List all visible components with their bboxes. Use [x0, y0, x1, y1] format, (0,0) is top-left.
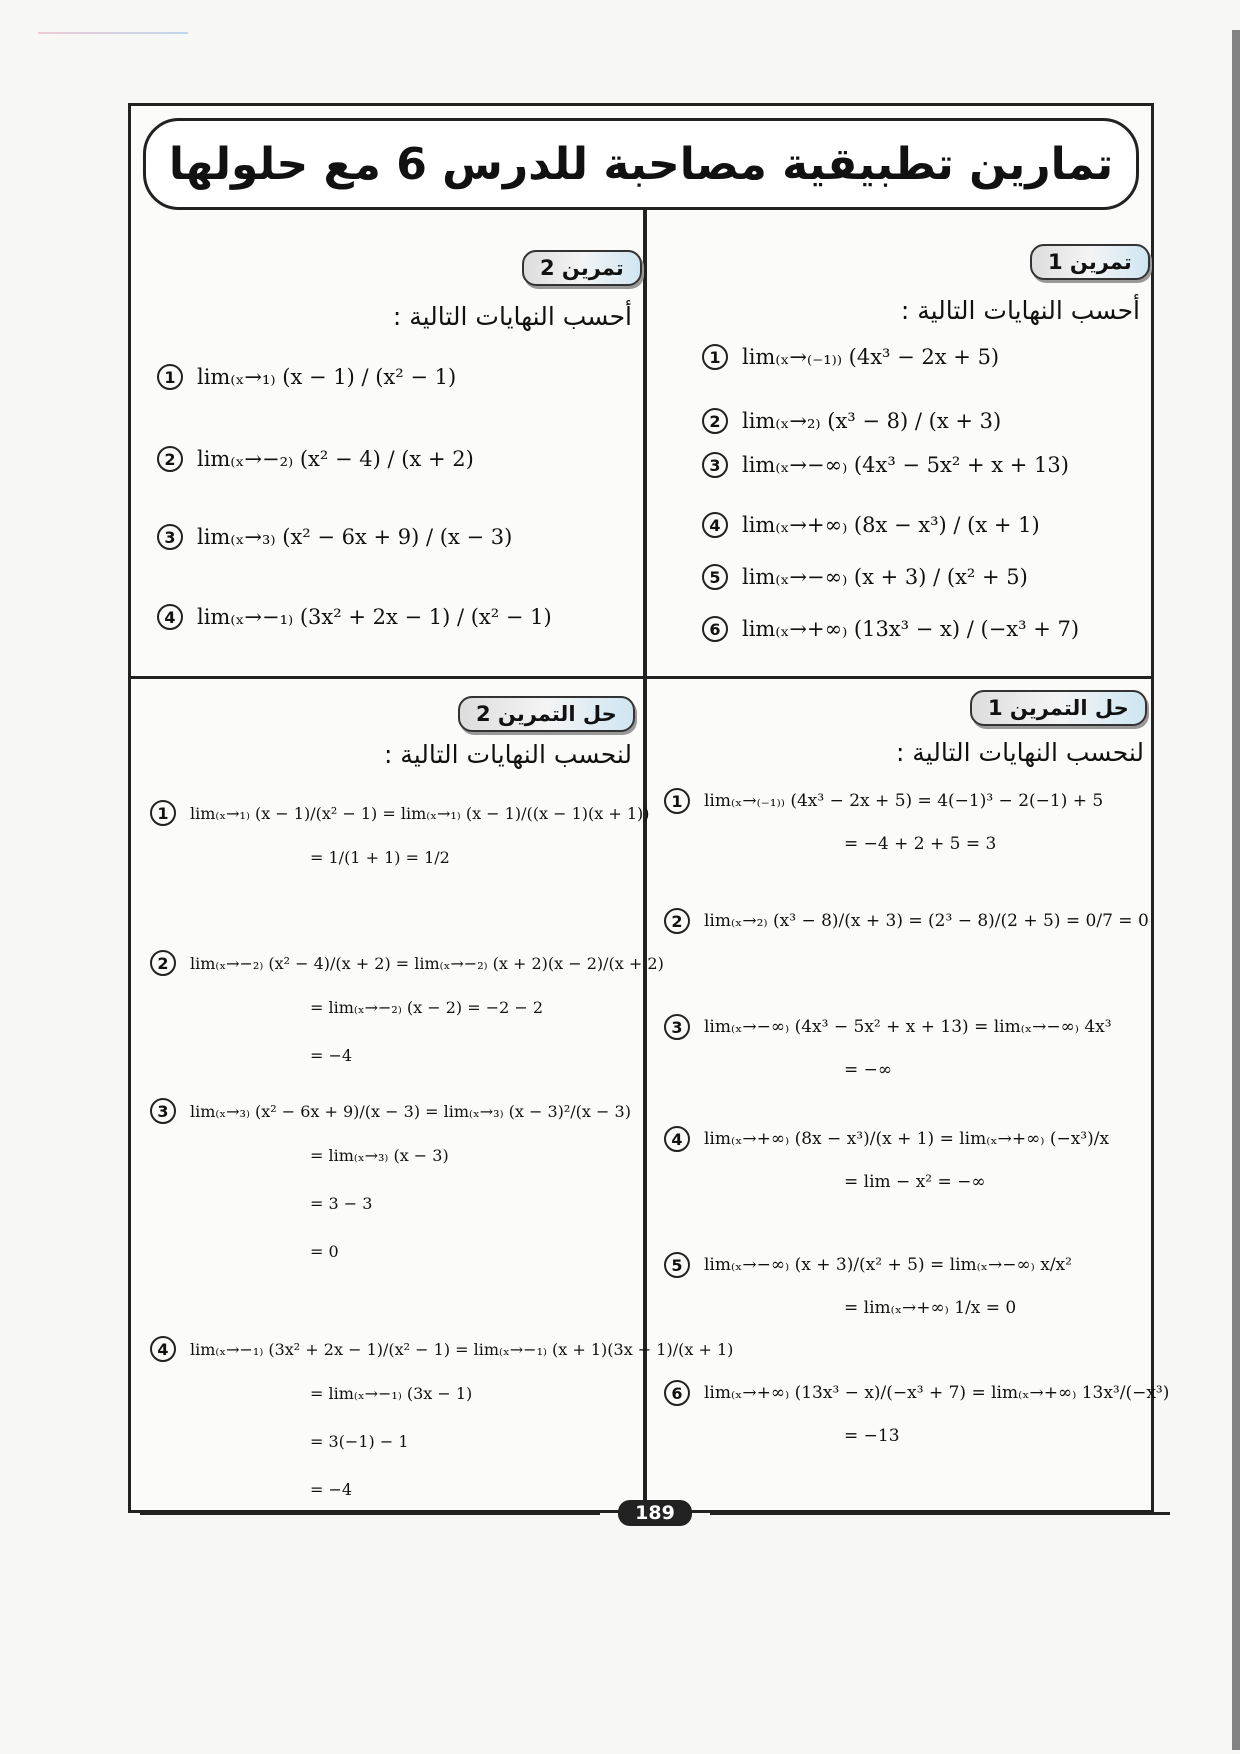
math-expression: lim₍ₓ→+∞₎ (13x³ − x)/(−x³ + 7) = lim₍ₓ→+∞₎ 13x³/(−x³)	[704, 1383, 1170, 1403]
exercise2-item	[157, 446, 474, 472]
item-number: 3	[664, 1014, 690, 1040]
item-number: 1	[664, 788, 690, 814]
footer-rule-right	[710, 1512, 1170, 1515]
solution1-line	[844, 1172, 986, 1192]
solution1-line	[844, 1060, 892, 1080]
solution2-line	[310, 1146, 449, 1165]
math-expression: = 3 − 3	[310, 1194, 373, 1213]
item-number: 1	[702, 344, 728, 370]
math-expression: lim₍ₓ→₁₎ (x − 1)/(x² − 1) = lim₍ₓ→₁₎ (x − 1)/((x − 1)(x + 1))	[190, 803, 650, 823]
solution1-instruction: لنحسب النهايات التالية :	[895, 738, 1144, 767]
math-expression: = −13	[844, 1426, 900, 1446]
page-number: 189	[618, 1500, 692, 1526]
solution1-line	[664, 1126, 1109, 1152]
solution1-badge: حل التمرين 1	[970, 690, 1147, 726]
math-expression: lim₍ₓ→₂₎ (x³ − 8)/(x + 3) = (2³ − 8)/(2 + 5) = 0/7 = 0	[704, 911, 1149, 931]
footer-rule-left	[140, 1512, 600, 1515]
solution2-line	[310, 1242, 339, 1261]
item-number: 2	[664, 908, 690, 934]
item-number: 3	[150, 1098, 176, 1124]
math-expression: lim₍ₓ→−₁₎ (3x² + 2x − 1) / (x² − 1)	[197, 605, 552, 629]
item-number: 2	[150, 950, 176, 976]
scan-artifact	[38, 32, 188, 34]
solution2-line	[150, 800, 650, 826]
solution2-line	[150, 950, 664, 976]
item-number: 5	[702, 564, 728, 590]
math-expression: = lim − x² = −∞	[844, 1172, 986, 1192]
solution2-line	[310, 998, 543, 1017]
math-expression: = −4 + 2 + 5 = 3	[844, 834, 997, 854]
solution2-line	[310, 1384, 472, 1403]
item-number: 4	[702, 512, 728, 538]
exercise1-instruction: أحسب النهايات التالية :	[900, 296, 1140, 325]
exercise1-item	[702, 344, 999, 370]
exercise1-item	[702, 452, 1069, 478]
math-expression: lim₍ₓ→−∞₎ (4x³ − 5x² + x + 13)	[742, 453, 1069, 477]
item-number: 2	[702, 408, 728, 434]
exercise2-item	[157, 604, 552, 630]
solution1-line	[664, 1252, 1072, 1278]
math-expression: = 0	[310, 1242, 339, 1261]
scan-edge	[1232, 30, 1240, 1750]
math-expression: lim₍ₓ→−₂₎ (x² − 4) / (x + 2)	[197, 447, 474, 471]
item-number: 6	[702, 616, 728, 642]
math-expression: lim₍ₓ→+∞₎ (13x³ − x) / (−x³ + 7)	[742, 617, 1080, 641]
math-expression: lim₍ₓ→₂₎ (x³ − 8) / (x + 3)	[742, 409, 1002, 433]
exercise2-badge: تمرين 2	[522, 250, 642, 286]
math-expression: = lim₍ₓ→₃₎ (x − 3)	[310, 1146, 449, 1165]
exercise1-item	[702, 564, 1028, 590]
math-expression: lim₍ₓ→₃₎ (x² − 6x + 9)/(x − 3) = lim₍ₓ→₃₎ (x − 3)²/(x − 3)	[190, 1101, 631, 1121]
solution2-line	[150, 1098, 631, 1124]
math-expression: = lim₍ₓ→−₁₎ (3x − 1)	[310, 1384, 473, 1403]
item-number: 6	[664, 1380, 690, 1406]
math-expression: = lim₍ₓ→+∞₎ 1/x = 0	[844, 1298, 1017, 1318]
solution2-instruction: لنحسب النهايات التالية :	[383, 740, 632, 769]
math-expression: = 1/(1 + 1) = 1/2	[310, 848, 450, 867]
solution2-line	[310, 1480, 352, 1499]
math-expression: lim₍ₓ→₃₎ (x² − 6x + 9) / (x − 3)	[197, 525, 513, 549]
solution2-badge: حل التمرين 2	[458, 696, 635, 732]
exercise1-item	[702, 616, 1079, 642]
exercise1-item	[702, 408, 1001, 434]
math-expression: lim₍ₓ→₁₎ (x − 1) / (x² − 1)	[197, 365, 457, 389]
math-expression: lim₍ₓ→₍₋₁₎₎ (4x³ − 2x + 5)	[742, 345, 1000, 369]
math-expression: lim₍ₓ→+∞₎ (8x − x³) / (x + 1)	[742, 513, 1040, 537]
item-number: 2	[157, 446, 183, 472]
title-banner	[143, 118, 1139, 210]
exercise1-item	[702, 512, 1040, 538]
item-number: 5	[664, 1252, 690, 1278]
solution2-line	[310, 1194, 372, 1213]
math-expression: lim₍ₓ→−∞₎ (x + 3) / (x² + 5)	[742, 565, 1028, 589]
exercise1-badge: تمرين 1	[1030, 244, 1150, 280]
solution1-line	[844, 1426, 900, 1446]
item-number: 4	[157, 604, 183, 630]
item-number: 3	[702, 452, 728, 478]
solution1-line	[664, 1380, 1169, 1406]
solution1-line	[844, 834, 996, 854]
math-expression: = −∞	[844, 1060, 893, 1080]
exercise2-item	[157, 524, 512, 550]
item-number: 1	[157, 364, 183, 390]
solution2-line	[310, 1046, 352, 1065]
column-divider	[643, 210, 647, 1510]
item-number: 3	[157, 524, 183, 550]
math-expression: lim₍ₓ→−₂₎ (x² − 4)/(x + 2) = lim₍ₓ→−₂₎ (x + 2)(x − 2)/(x + 2)	[190, 953, 664, 973]
math-expression: lim₍ₓ→−₁₎ (3x² + 2x − 1)/(x² − 1) = lim₍ₓ→−₁₎ (x + 1)(3x − 1)/(x + 1)	[190, 1339, 734, 1359]
solution1-line	[664, 788, 1103, 814]
exercise2-instruction: أحسب النهايات التالية :	[392, 302, 632, 331]
math-expression: lim₍ₓ→−∞₎ (4x³ − 5x² + x + 13) = lim₍ₓ→−∞₎ 4x³	[704, 1017, 1112, 1037]
item-number: 4	[150, 1336, 176, 1362]
math-expression: lim₍ₓ→₍₋₁₎₎ (4x³ − 2x + 5) = 4(−1)³ − 2(−1) + 5	[704, 791, 1104, 811]
solution2-line	[310, 1432, 409, 1451]
math-expression: = 3(−1) − 1	[310, 1432, 409, 1451]
solution1-line	[664, 908, 1149, 934]
row-divider	[128, 676, 1154, 679]
item-number: 4	[664, 1126, 690, 1152]
math-expression: = −4	[310, 1046, 353, 1065]
page-title: تمارين تطبيقية مصاحبة للدرس 6 مع حلولها	[168, 138, 1114, 190]
math-expression: = −4	[310, 1480, 353, 1499]
item-number: 1	[150, 800, 176, 826]
solution2-line	[150, 1336, 733, 1362]
math-expression: lim₍ₓ→+∞₎ (8x − x³)/(x + 1) = lim₍ₓ→+∞₎ (−x³)/x	[704, 1129, 1110, 1149]
solution1-line	[664, 1014, 1112, 1040]
exercise2-item	[157, 364, 456, 390]
solution1-line	[844, 1298, 1016, 1318]
solution2-line	[310, 848, 450, 867]
math-expression: lim₍ₓ→−∞₎ (x + 3)/(x² + 5) = lim₍ₓ→−∞₎ x/x²	[704, 1255, 1072, 1275]
math-expression: = lim₍ₓ→−₂₎ (x − 2) = −2 − 2	[310, 998, 544, 1017]
